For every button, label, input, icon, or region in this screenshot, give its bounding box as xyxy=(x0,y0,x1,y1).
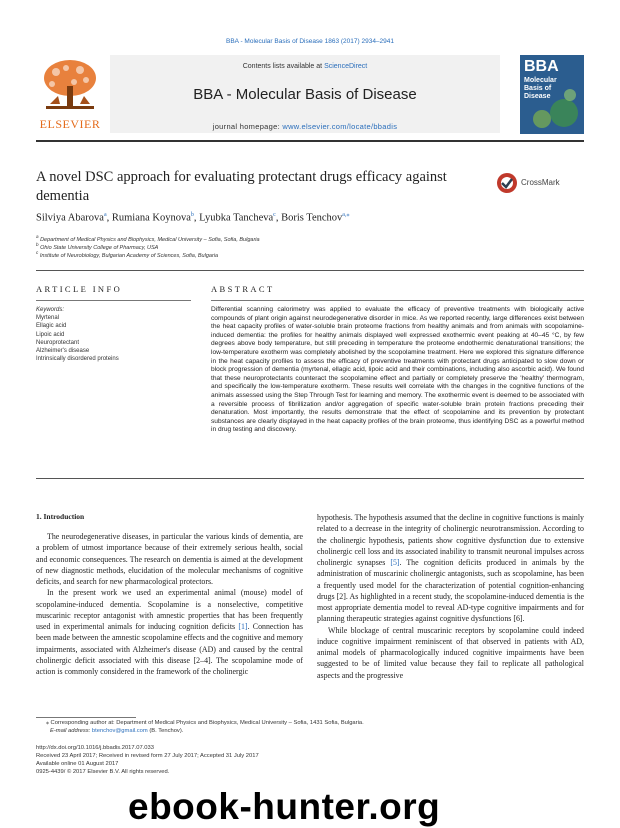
keywords-label: Keywords: xyxy=(36,307,65,313)
crossmark-label: CrossMark xyxy=(521,178,560,187)
author-affil-sup[interactable]: a,⁎ xyxy=(342,212,350,218)
affiliation-sup: b xyxy=(36,242,39,247)
intro-left-column xyxy=(36,531,303,677)
author-affil-sup[interactable]: c xyxy=(273,212,276,218)
author[interactable]: Boris Tenchov xyxy=(281,212,343,224)
affiliation xyxy=(36,250,218,259)
paragraph-text: hypothesis. The hypothesis assumed that the decline in cognitive functions is mainly related to a decrease in the integrity of cholinergic neurotransmission. According to the cholinergic hypothesis, patients show cognitive dysfunction due to extensive cholinergic cell loss and its associated inability to transmit neuronal impulses across cholinergic synapses xyxy=(317,513,584,567)
email-note xyxy=(36,727,584,735)
paragraph xyxy=(36,587,303,677)
paragraph-text: . The cognition deficits produced in animals by the administration of muscarinic cholinergic antagonists, such as scopolamine, has been a frequently used model for the characterization of potential cognition-enhancing drugs [2]. As highlighted in a recent study, the scopolamine-induced dementia is the most appropriate dementia model to reveal AD-type cognitive impairments and for planning therapeutic strategies against cognitive dysfunctions [6]. xyxy=(317,558,584,624)
paragraph xyxy=(317,625,584,681)
cover-line-3: Basis of xyxy=(524,85,552,92)
header-rule xyxy=(36,140,584,142)
affiliation-text: Institute of Neurobiology, Bulgarian Academy of Sciences, Sofia, Bulgaria xyxy=(39,252,219,259)
paragraph-text: . Connection has been made between the amnestic scopolamine effects and the cognitive and memory impairments, associated with Alzheimer's disease (AD) and caused by the central cholinergic deficit associated with this disease [2–4]. The scopolamine mode of action is commonly considered in the framework of the cholinergic xyxy=(36,622,303,676)
affiliation-sup: c xyxy=(36,250,39,255)
section-divider xyxy=(36,270,584,271)
author[interactable]: Lyubka Tancheva xyxy=(199,212,274,224)
article-title: A novel DSC approach for evaluating protectant drugs efficacy against dementia xyxy=(36,169,447,204)
abstract-text: Differential scanning calorimetry was applied to evaluate the efficacy of preventive treatments with biologically active compounds of plant origin against neurodegenerative disorder in mice. As we reported recently, large differences exist between the heat capacity profiles of water-soluble brain proteome fractions from healthy animals and from animals with scopolamine-induced dementia: the profiles for healthy animals displayed well expressed exothermic event peaking at 40–45 °C, by few degrees above body temperature, but still preceding in temperature the proteome endothermic denaturational transitions; the low-temperature exotherm was completely abolished by the scopolamine treatment. Here we explored this signature difference in the heat capacity profiles to assess the efficacy of preventive treatments with protectant drugs anticipated to slow down or block progression of dementia (myrtenal, ellagic acid, lipoic acid and their combinations, including also ascorbic acid). We found that these neuroprotectants counteract the scopolamine effect and partially or completely preserve the 'healthy' thermogram, and specifically the low-temperature exotherm. These results well correlate with the changes in the cognitive functions of the animals assessed using the Step Through Test for learning and memory. The exothermic event is deemed to be associated with a reversible process of fibrillization and/or aggregation of specific water-soluble brain protein fractions preceding their denaturation. Most importantly, the results demonstrate that the effect of scopolamine and its prevention by protectant substances are clearly displayed in the heat capacity profiles of the brain proteome, thus identifying DSC as a powerful method in drug testing and discovery. xyxy=(211,306,584,434)
paragraph xyxy=(317,512,584,625)
email-suffix: (B. Tenchov). xyxy=(147,728,184,734)
author[interactable]: Silviya Abarova xyxy=(36,212,104,224)
author-list: Silviya Abarova$^a$, Rumiana Koynova$^b$, Lyubka Tancheva$^c$, Boris Tenchov$^{a,⁎}$ xyxy=(36,212,350,224)
keyword: Alzheimer's disease xyxy=(36,348,90,355)
keyword: Ellagic acid xyxy=(36,323,67,330)
corresponding-author-note: ⁎ Corresponding author at: Department of Medical Physics and Biophysics, Medical University – Sofia, 1431 Sofia, Bulgaria. xyxy=(46,720,364,726)
keyword: Lipoic acid xyxy=(36,331,65,338)
homepage-prefix: journal homepage: xyxy=(212,122,283,131)
author[interactable]: Rumiana Koynova xyxy=(111,212,191,224)
keyword: Myrtenal xyxy=(36,315,60,322)
journal-title: BBA - Molecular Basis of Disease xyxy=(193,86,417,103)
abstract-bottom-rule xyxy=(36,478,584,479)
cover-line-4: Disease xyxy=(524,93,551,100)
elsevier-tree-logo-icon xyxy=(36,56,104,112)
available-online: Available online 01 August 2017 xyxy=(36,761,119,767)
article-info-rule xyxy=(36,300,191,301)
received-dates: Received 23 April 2017; Received in revised form 27 July 2017; Accepted 31 July 2017 xyxy=(36,753,259,759)
crossmark-badge[interactable] xyxy=(496,172,586,194)
citation-link[interactable]: [1] xyxy=(238,622,248,631)
paragraph-text: The neurodegenerative diseases, in particular the various kinds of dementia, are a problem of utmost importance because of their extremely serious health, social and economic consequences. The research on dementia is aimed at the development of new diagnostic methods, elucidation of the molecular mechanisms of cognitive deficits, and search for new pharmacological protectors. xyxy=(36,532,303,586)
email-label: E-mail address: xyxy=(50,728,92,734)
elsevier-wordmark: ELSEVIER xyxy=(39,117,101,131)
affiliation-sup: a xyxy=(36,234,39,239)
homepage-link[interactable]: www.elsevier.com/locate/bbadis xyxy=(282,122,398,131)
paragraph-text: While blockage of central muscarinic receptors by scopolamine could indeed induce cognitive impairment reminiscent of that observed in patients with AD, animal models of pharmacologically induced cognitive impairments have been suggested to be of limited value because they fail to replicate all pathological aspects and the progressive xyxy=(317,625,584,680)
doi-link[interactable]: http://dx.doi.org/10.1016/j.bbadis.2017.07.033 xyxy=(36,745,154,751)
email-link[interactable]: btenchov@gmail.com xyxy=(91,728,148,734)
paragraph-text: In the present work we used an experimental animal (mouse) model of scopolamine-induced dementia. Scopolamine is a nonselective, competitive muscarinic receptor antagonist with amnestic properties that has been frequently used in experimental animals for inducing cognition deficits xyxy=(36,588,303,631)
journal-cover-image xyxy=(520,55,584,134)
intro-right-column xyxy=(317,512,584,681)
cover-line-2: Molecular xyxy=(524,77,557,84)
affiliation-text: Department of Medical Physics and Biophysics, Medical University – Sofia, Sofia, Bulgaria xyxy=(40,236,260,243)
citation-link[interactable]: [5] xyxy=(390,558,400,567)
contents-prefix: Contents lists available at xyxy=(242,63,325,70)
watermark: ebook-hunter.org xyxy=(128,786,441,827)
article-info-heading: ARTICLE INFO xyxy=(36,284,123,294)
introduction-heading: 1. Introduction xyxy=(36,512,85,521)
paragraph xyxy=(36,531,303,587)
abstract-rule xyxy=(211,300,584,301)
footnote-rule xyxy=(36,717,136,718)
crossmark-icon xyxy=(496,172,518,194)
keyword: Neuroprotectant xyxy=(36,339,80,346)
journal-homepage xyxy=(110,122,500,131)
copyright-line: 0925-4439/ © 2017 Elsevier B.V. All rights reserved. xyxy=(36,769,170,775)
affiliation-text: Ohio State University College of Pharmacy, USA xyxy=(40,244,159,251)
keywords-block xyxy=(36,306,196,363)
abstract-heading: ABSTRACT xyxy=(211,284,275,294)
author-affil-sup[interactable]: b xyxy=(190,212,194,218)
author-affil-sup[interactable]: a xyxy=(103,212,107,218)
journal-reference[interactable]: BBA - Molecular Basis of Disease 1863 (2017) 2934–2941 xyxy=(225,38,395,45)
sciencedirect-link[interactable]: ScienceDirect xyxy=(324,63,368,70)
contents-line xyxy=(110,63,500,70)
cover-bba: BBA xyxy=(524,58,559,75)
keyword: Intrinsically disordered proteins xyxy=(36,356,119,363)
